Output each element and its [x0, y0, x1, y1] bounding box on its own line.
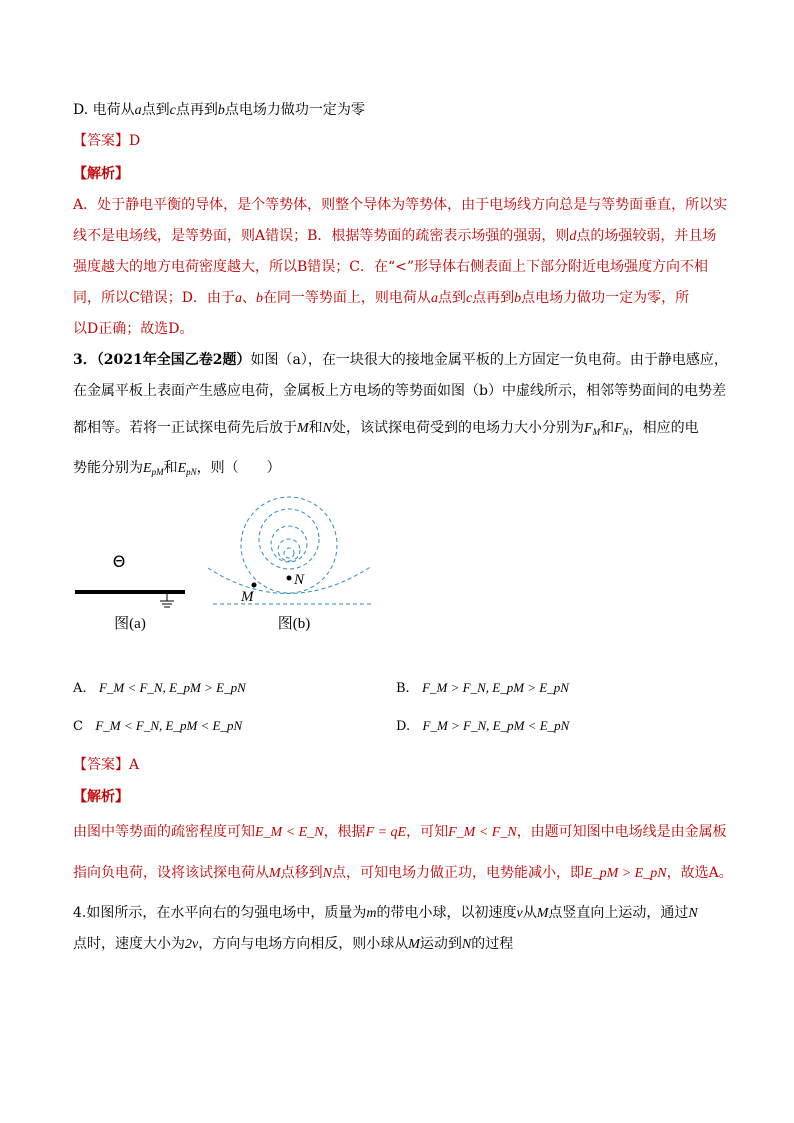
caption-a: 图(a)	[114, 616, 146, 632]
q3-option-a	[73, 678, 246, 699]
text: 都相等。若将一正试探电荷先后放于	[73, 420, 297, 436]
q2-analysis-title: 【解析】	[73, 166, 129, 182]
text: 点再到	[175, 102, 218, 118]
text: 处，该试探电荷受到的电场力大小分别为	[332, 420, 585, 436]
var: N	[688, 906, 698, 921]
math: E_pM > E_pN	[584, 866, 667, 881]
q3-analysis-line-1	[73, 822, 727, 843]
option-label: A.	[73, 681, 87, 696]
question-number: 3．	[73, 352, 97, 368]
text: 点移到	[280, 865, 323, 881]
option-text: F_M > F_N, E_pM < E_pN	[422, 718, 570, 733]
text: ，则（ ）	[196, 460, 281, 476]
text: 势能分别为	[73, 460, 143, 476]
option-label: D.	[396, 719, 411, 734]
var: 2v	[185, 937, 199, 952]
text: 指向负电荷，设将该试探电荷从	[73, 865, 269, 881]
option-label: B.	[396, 681, 410, 696]
var: v	[516, 906, 523, 921]
q3-answer: 【答案】A	[73, 757, 140, 773]
var: M	[536, 906, 549, 921]
q4-stem-line-2	[73, 934, 513, 955]
text: 从	[522, 905, 537, 921]
math: E_M < E_N	[255, 825, 324, 840]
math	[614, 421, 629, 436]
q3-stem-line-1	[73, 350, 728, 370]
text: 的带电小球，以初速度	[376, 905, 517, 921]
text: ，故选A。	[666, 865, 733, 881]
text: ，由题可知图中电场线是由金属板	[516, 824, 727, 840]
text: ，相应的电	[628, 420, 699, 436]
text: 线不是电场线，是等势面，则A错误；B．根据等势面的疏密表示场强的强弱，则	[73, 228, 570, 244]
text: 点的场强较弱，并且场	[576, 228, 717, 244]
text: 和	[600, 420, 615, 436]
text: 点电场力做功一定为零，所	[521, 290, 690, 306]
var: c	[169, 103, 176, 118]
var: a	[430, 291, 438, 306]
math: F_M < F_N	[448, 825, 517, 840]
math	[143, 461, 164, 476]
point-n	[287, 576, 292, 581]
sub: M	[592, 427, 601, 437]
var: c	[465, 291, 473, 306]
q3-option-b	[396, 678, 569, 699]
sym: F	[584, 421, 593, 436]
text: 点到	[141, 102, 170, 118]
var: b	[514, 291, 522, 306]
q3-analysis-title: 【解析】	[73, 789, 129, 805]
q3-option-c	[73, 716, 242, 737]
math: F = qE	[365, 825, 407, 840]
text: ，可知	[406, 824, 449, 840]
q2-analysis-line-2	[73, 226, 716, 247]
text: ，根据	[323, 824, 366, 840]
label-n: N	[294, 572, 305, 588]
point-m	[252, 583, 257, 588]
ground-icon	[160, 594, 174, 607]
q2-analysis-line-1: A．处于静电平衡的导体，是个等势体，则整个导体为等势体，由于电场线方向总是与等势面垂直，所以实	[73, 197, 728, 213]
q2-analysis-line-4	[73, 288, 689, 309]
text: 电荷从	[92, 102, 135, 118]
text: ，方向与电场方向相反，则小球从	[198, 936, 409, 952]
text: 4.如图所示，在水平向右的匀强电场中，质量为	[73, 905, 367, 921]
text: 由图中等势面的疏密程度可知	[73, 824, 255, 840]
var: d	[569, 229, 577, 244]
q3-stem-line-4	[73, 458, 281, 482]
option-text: F_M < F_N, E_pM < E_pN	[95, 718, 243, 733]
var: M	[297, 421, 309, 436]
text: 点到	[437, 290, 466, 306]
var: N	[322, 866, 333, 881]
caption-b: 图(b)	[277, 616, 311, 632]
sym: F	[614, 421, 623, 436]
text: 和	[308, 420, 323, 436]
var: a	[134, 103, 142, 118]
equipotential-surfaces	[208, 497, 372, 604]
option-text: F_M > F_N, E_pM > E_pN	[422, 680, 569, 695]
q2-answer: 【答案】D	[73, 133, 141, 149]
question-source: （2021年全国乙卷2题）	[96, 352, 251, 368]
text: 点时，速度大小为	[73, 936, 185, 952]
var: m	[366, 906, 377, 921]
q3-option-d	[396, 716, 569, 737]
option-text: F_M < F_N, E_pM > E_pN	[98, 680, 246, 695]
q3-stem-line-2: 在金属平板上表面产生感应电荷，金属板上方电场的等势面如图（b）中虚线所示，相邻等势面间的电势差	[73, 383, 726, 399]
text: 点再到	[472, 290, 515, 306]
sym: E	[143, 461, 152, 476]
option-label: D.	[73, 102, 89, 118]
sub: pM	[151, 467, 164, 477]
var: N	[461, 937, 472, 952]
var: N	[322, 421, 333, 436]
var: M	[408, 937, 420, 952]
q2-analysis-line-5: 以D正确；故选D。	[73, 321, 194, 337]
q3-analysis-line-2	[73, 863, 733, 884]
text: 和	[163, 460, 178, 476]
q4-stem-line-1	[73, 903, 698, 924]
label-m: M	[241, 589, 254, 605]
text: 运动到	[419, 936, 462, 952]
sym: E	[177, 461, 187, 476]
var: b	[255, 291, 263, 306]
q2-analysis-line-3: 强度越大的地方电荷密度越大，所以B错误；C．在“<”形导体右侧表面上下部分附近电场强度方向不相	[73, 259, 709, 275]
text: 、	[241, 290, 256, 306]
sub: N	[622, 427, 629, 437]
option-label: C	[73, 719, 83, 734]
text: 在同一等势面上，则电荷从	[262, 290, 431, 306]
q3-figure	[60, 495, 390, 640]
var: a	[234, 291, 242, 306]
text: 点，可知电场力做正功，电势能减小，即	[332, 865, 585, 881]
text: 同，所以C错误；D．由于	[73, 290, 235, 306]
text: 点竖直向上运动，通过	[548, 905, 689, 921]
sub: pN	[186, 467, 197, 477]
math	[178, 461, 197, 476]
text: 如图（a），在一块很大的接地金属平板的上方固定一负电荷。由于静电感应，	[250, 352, 728, 368]
text: 点电场力做功一定为零	[224, 102, 365, 118]
var: M	[269, 866, 281, 881]
text: 的过程	[471, 936, 514, 952]
negative-charge-icon: Θ	[112, 552, 126, 571]
q3-stem-line-3	[73, 418, 699, 442]
math	[584, 421, 600, 436]
var: b	[217, 103, 225, 118]
q2-option-d	[73, 100, 365, 121]
